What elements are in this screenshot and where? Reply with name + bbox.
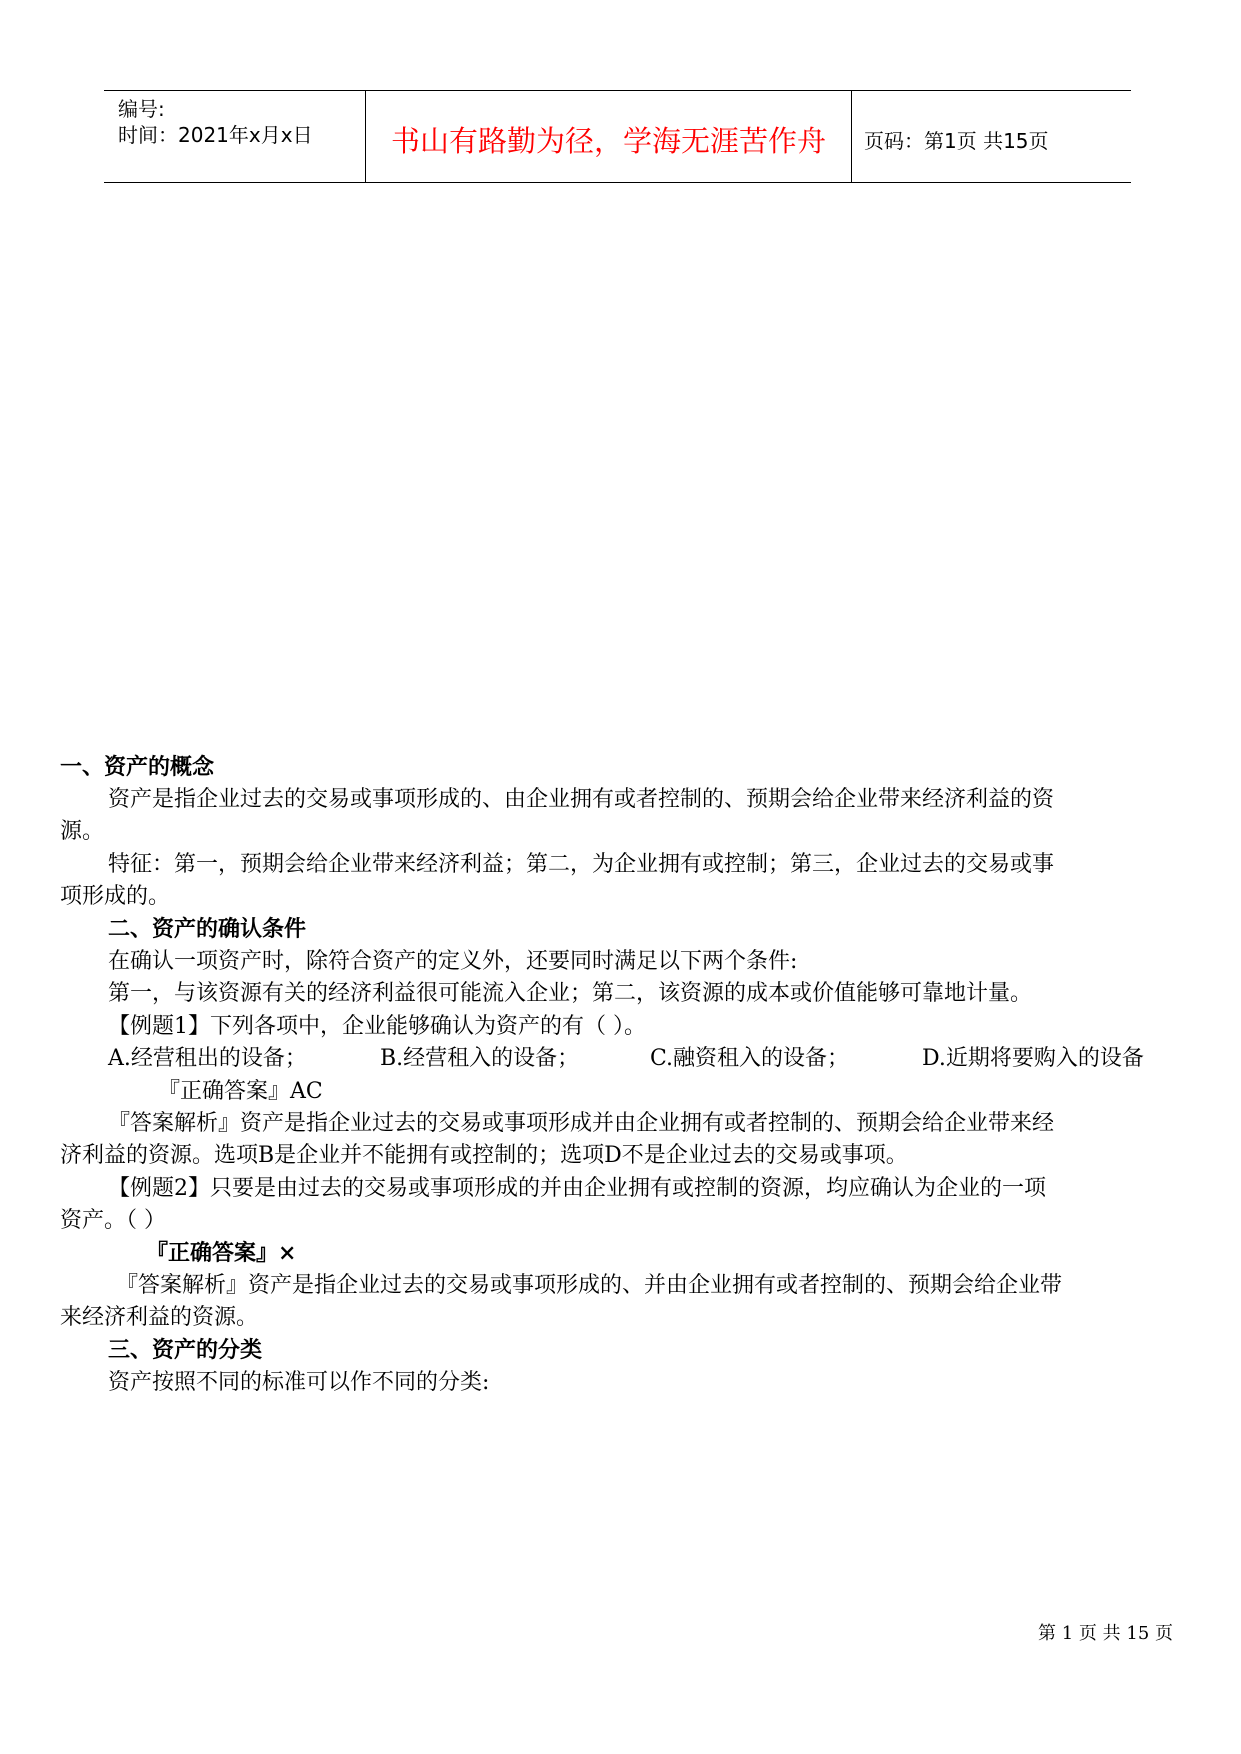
number-label: 编号: [118,97,165,121]
paragraph-line: 资产是指企业过去的交易或事项形成的、由企业拥有或者控制的、预期会给企业带来经济利益的资 [108,787,1055,812]
option-d: D.近期将要购入的设备 [922,1046,1144,1071]
header-mid-cell [366,91,852,182]
header-left-cell [104,91,366,182]
paragraph-line: 在确认一项资产时，除符合资产的定义外，还要同时满足以下两个条件: [108,949,798,974]
correct-answer: 『正确答案』× [146,1240,297,1266]
paragraph-line: 资产。（ ） [60,1208,166,1233]
paragraph-line: 特征：第一，预期会给企业带来经济利益；第二，为企业拥有或控制；第三，企业过去的交易或事 [108,852,1055,877]
option-c: C.融资租入的设备； [650,1046,850,1071]
correct-answer: 『正确答案』AC [158,1079,323,1104]
header-table [104,90,1131,183]
page-info: 页码：第1页 共15页 [864,129,1049,153]
answer-analysis: 『答案解析』资产是指企业过去的交易或事项形成的、并由企业拥有或者控制的、预期会给企业带 [116,1273,1063,1298]
option-b: B.经营租入的设备； [380,1046,580,1071]
motto: 书山有路勤为径，学海无涯苦作舟 [390,124,826,158]
example-1-question: 【例题1】下列各项中，企业能够确认为资产的有（ ）。 [108,1014,646,1039]
header-right-cell [852,91,1131,182]
option-a: A.经营租出的设备； [108,1046,307,1071]
answer-analysis: 『答案解析』资产是指企业过去的交易或事项形成并由企业拥有或者控制的、预期会给企业带来经 [108,1111,1055,1136]
paragraph-line: 项形成的。 [60,884,171,909]
paragraph-line: 济利益的资源。选项B是企业并不能拥有或控制的；选项D不是企业过去的交易或事项。 [60,1143,908,1168]
page-footer: 第 1 页 共 15 页 [1038,1623,1173,1644]
section-heading-1: 一、资产的概念 [60,754,215,780]
paragraph-line: 来经济利益的资源。 [60,1305,259,1330]
paragraph-line: 第一，与该资源有关的经济利益很可能流入企业；第二，该资源的成本或价值能够可靠地计量。 [108,981,1033,1006]
paragraph-line: 源。 [60,819,105,844]
section-heading-2: 二、资产的确认条件 [108,916,307,942]
section-heading-3: 三、资产的分类 [108,1337,263,1363]
time-label: 时间：2021年x月x日 [118,123,313,147]
example-2-question: 【例题2】只要是由过去的交易或事项形成的并由企业拥有或控制的资源，均应确认为企业的一项 [108,1176,1047,1201]
paragraph-line: 资产按照不同的标准可以作不同的分类: [108,1370,490,1395]
